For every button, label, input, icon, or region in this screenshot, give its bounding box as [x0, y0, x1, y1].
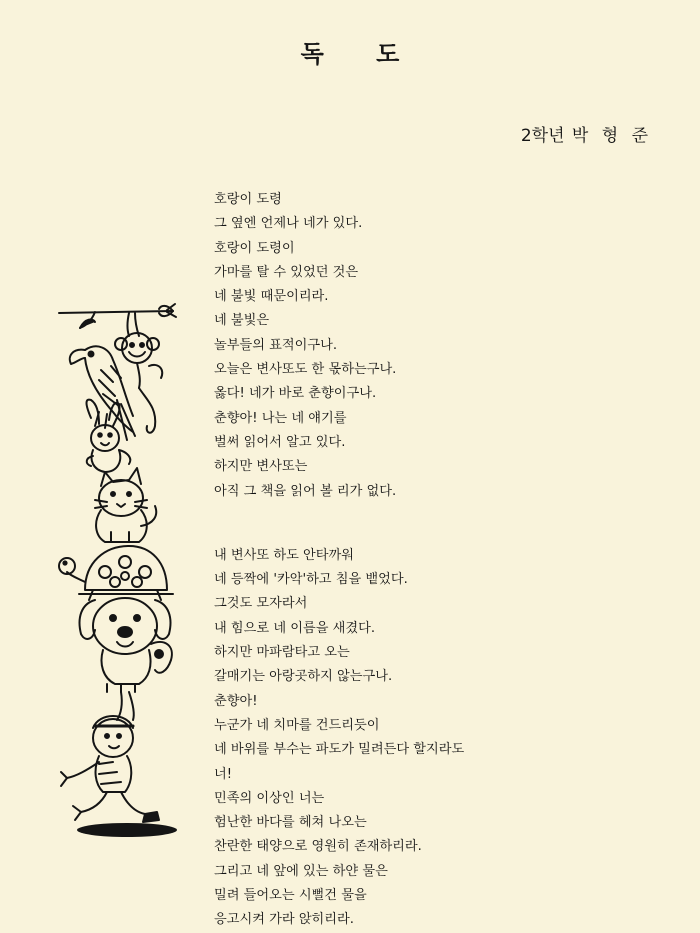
poem-line: 내 변사또 하도 안타까워 [214, 547, 354, 563]
poem-line: 네 불빛은 [214, 313, 270, 329]
poem-line: 놀부들의 표적이구나. [214, 337, 338, 353]
poem-line: 응고시켜 가라 앉히리라. [214, 912, 354, 928]
poem-line: 옳다! 네가 바로 춘향이구나. [214, 386, 377, 402]
poem-line: 아직 그 책을 읽어 볼 리가 없다. [214, 483, 397, 499]
poem-line: 누군가 네 치마를 건드리듯이 [214, 717, 380, 733]
poem-line: 험난한 바다를 헤쳐 나오는 [214, 815, 367, 831]
poem-line: 네 불빛 때문이리라. [214, 289, 329, 305]
poem-line: 벌써 읽어서 알고 있다. [214, 434, 346, 450]
stacked-animals-illustration-icon [55, 300, 190, 840]
poem-line: 춘향아! [214, 693, 258, 709]
poem-line: 하지만 변사또는 [214, 459, 308, 475]
poem-line: 그 옆엔 언제나 네가 있다. [214, 216, 363, 232]
poem-line: 하지만 마파람타고 오는 [214, 645, 350, 661]
poem-line: 그리고 네 앞에 있는 하얀 물은 [214, 863, 388, 879]
stanza-2 [214, 544, 654, 933]
poem-line: 네 바위를 부수는 파도가 밀려든다 할지라도 [214, 742, 465, 758]
author-line [521, 121, 652, 146]
poem-line: 가마를 탈 수 있었던 것은 [214, 264, 359, 280]
poem-line: 찬란한 태양으로 영원히 존재하리라. [214, 839, 422, 855]
poem-line: 호랑이 도령 [214, 192, 282, 207]
cat-icon [95, 468, 156, 542]
poem-line: 춘향아! 나는 네 얘기를 [214, 410, 347, 426]
boy-icon [61, 692, 177, 837]
poem-line: 너! [214, 766, 233, 782]
turtle-icon [59, 546, 173, 600]
poem-line: 밀려 들어오는 시뻘건 물을 [214, 888, 367, 904]
poem-title: 독 도 [300, 40, 422, 68]
author-grade: 2학년 [520, 126, 565, 146]
stanza-1 [214, 188, 654, 504]
poem-line: 내 힘으로 네 이름을 새겼다. [214, 620, 376, 636]
poem-line: 민족의 이상인 너는 [214, 790, 325, 806]
poem-body [214, 188, 654, 933]
poem-line: 오늘은 변사또도 한 몫하는구나. [214, 362, 397, 378]
branch-icon [59, 304, 176, 328]
poem-line: 호랑이 도령이 [214, 240, 295, 256]
poem-line: 갈매기는 아랑곳하지 않는구나. [214, 669, 393, 685]
dog-icon [80, 598, 172, 692]
poem-line: 네 등짝에 '카악'하고 침을 뱉었다. [214, 572, 408, 588]
author-name: 박 형 준 [571, 126, 652, 146]
poem-line: 그것도 모자라서 [214, 596, 308, 612]
monkey-icon [115, 313, 162, 433]
